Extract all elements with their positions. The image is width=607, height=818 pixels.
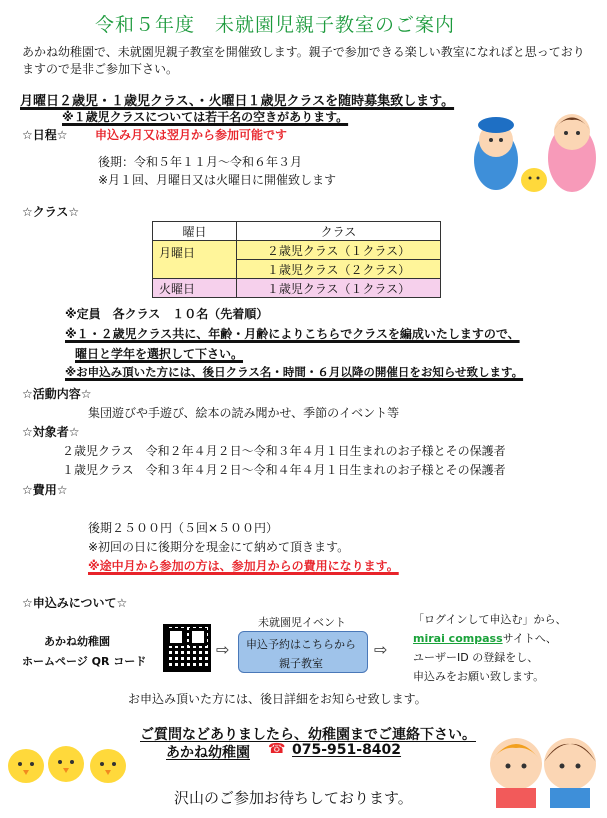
reservation-button-line-2: 親子教室 — [279, 657, 323, 670]
activities-text: 集団遊びや手遊び、絵本の読み聞かせ、季節のイベント等 — [88, 406, 400, 420]
arrow-right-icon: ⇨ — [374, 640, 388, 659]
apply-step-3: ユーザーID の登録をし、 — [413, 651, 539, 664]
kids-bottom-illustration — [486, 728, 604, 808]
qr-label-1: あかね幼稚園 — [44, 635, 110, 648]
fee-heading: ☆費用☆ — [22, 483, 68, 497]
target-line-2: １歳児クラス 令和３年４月２日～令和４年４月１日生まれのお子様とその保護者 — [62, 463, 506, 477]
chicks-illustration — [4, 740, 136, 788]
headline: 月曜日２歳児・１歳児クラス、・火曜日１歳児クラスを随時募集致します。 — [20, 94, 455, 109]
table-cell-class: ２歳児クラス（１クラス） — [237, 241, 441, 260]
apply-step-4: 申込みをお願い致します。 — [413, 670, 545, 683]
class-heading: ☆クラス☆ — [22, 205, 80, 219]
fee-highlight: ※途中月から参加の方は、参加月からの費用になります。 — [88, 559, 399, 573]
class-note-1b: 曜日と学年を選択して下さい。 — [75, 347, 244, 361]
intro-text: あかね幼稚園で、未就園児親子教室を開催致します。親子で参加できる楽しい教室になればと思っておりますので是非ご参加下さい。 — [22, 45, 585, 76]
table-cell-day: 火曜日 — [153, 279, 237, 298]
event-label: 未就園児イベント — [258, 616, 346, 629]
qr-code-icon[interactable] — [163, 624, 211, 672]
table-cell-class: １歳児クラス（２クラス） — [237, 260, 441, 279]
target-line-1: ２歳児クラス 令和２年４月２日～令和３年４月１日生まれのお子様とその保護者 — [62, 444, 506, 458]
schedule-heading: ☆日程☆ — [22, 128, 68, 142]
class-note-1: ※１・２歳児クラス共に、年齢・月齢によりこちらでクラスを編成いたしますので、 — [65, 327, 520, 341]
contact-phone: 075-951-8402 — [292, 742, 402, 758]
headline-note: ※１歳児クラスについては若干名の空きがあります。 — [62, 110, 349, 124]
children-illustration — [464, 100, 602, 196]
reservation-button[interactable] — [238, 631, 368, 673]
qr-label-2: ホームページ QR コード — [22, 655, 147, 668]
activities-heading: ☆活動内容☆ — [22, 387, 92, 401]
apply-heading: ☆申込みについて☆ — [22, 596, 128, 610]
contact-line: ご質問などありましたら、幼稚園までご連絡下さい。 — [140, 727, 476, 743]
mirai-compass-link[interactable]: mirai compass — [413, 632, 503, 645]
fee-note: ※初回の日に後期分を現金にて納めて頂きます。 — [88, 540, 350, 554]
contact-school: あかね幼稚園 — [166, 745, 250, 761]
apply-step-1: 「ログインして申込む」から、 — [413, 613, 567, 626]
fee-amount: 後期２５００円（５回×５００円） — [88, 521, 279, 535]
apply-after-text: お申込み頂いた方には、後日詳細をお知らせ致します。 — [128, 692, 427, 706]
target-heading: ☆対象者☆ — [22, 425, 80, 439]
apply-step-2: サイトへ、 — [502, 632, 557, 645]
table-cell-class: １歳児クラス（１クラス） — [237, 279, 441, 298]
table-row — [153, 279, 441, 298]
arrow-right-icon: ⇨ — [216, 640, 230, 659]
table-header-day: 曜日 — [153, 222, 237, 241]
class-capacity: ※定員 各クラス １０名（先着順） — [65, 307, 269, 321]
table-row — [153, 241, 441, 260]
table-cell-day: 月曜日 — [153, 241, 237, 279]
reservation-button-line-1: 申込予約はこちらから — [246, 638, 356, 651]
phone-icon: ☎ — [268, 741, 286, 757]
schedule-term: 後期：令和５年１１月～令和６年３月 — [98, 155, 303, 169]
class-table — [152, 221, 441, 298]
schedule-highlight: 申込み月又は翌月から参加可能です — [95, 128, 288, 142]
page-title: 令和５年度 未就園児親子教室のご案内 — [95, 14, 456, 36]
class-note-2: ※お申込み頂いた方には、後日クラス名・時間・６月以降の開催日をお知らせ致します。 — [65, 365, 524, 379]
table-header-class: クラス — [237, 222, 441, 241]
schedule-note: ※月１回、月曜日又は火曜日に開催致します — [98, 173, 337, 187]
closing-text: 沢山のご参加お待ちしております。 — [174, 789, 413, 807]
